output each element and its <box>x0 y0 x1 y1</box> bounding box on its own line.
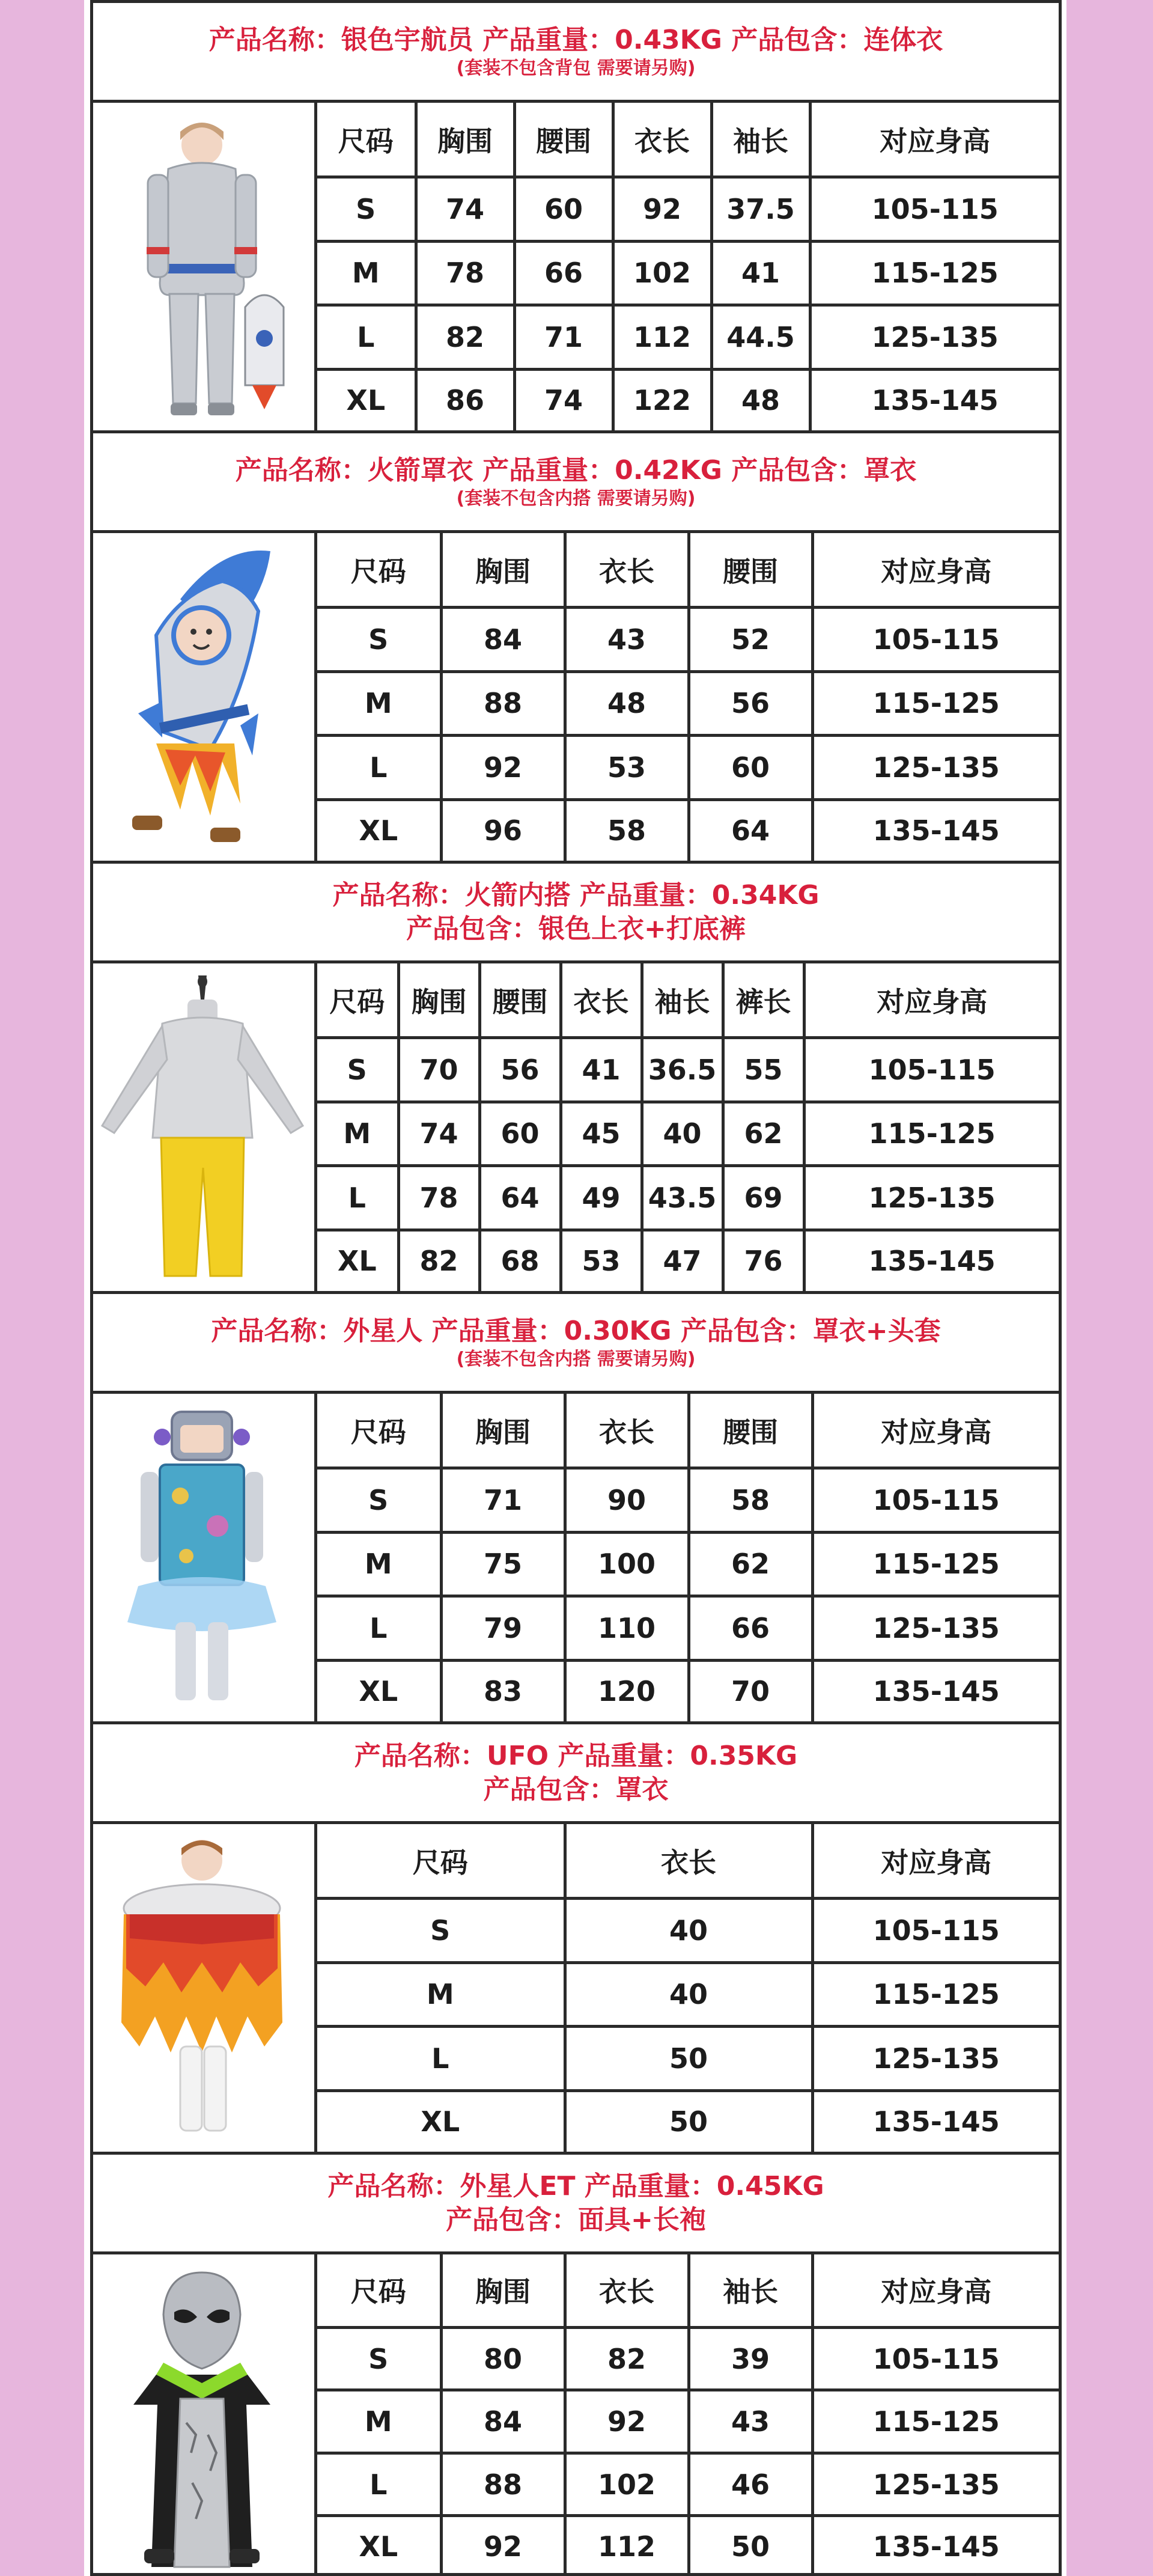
table-cell: 135-145 <box>812 1660 1059 1721</box>
product-6-header <box>90 2152 1062 2251</box>
table-cell: 125-135 <box>812 736 1059 799</box>
table-cell: XL <box>317 2516 441 2576</box>
table-cell: 92 <box>613 177 711 241</box>
table-cell: 48 <box>711 369 810 430</box>
product-2-section <box>90 530 1062 861</box>
table-cell: S <box>317 1038 398 1102</box>
table-cell: 50 <box>565 2027 812 2090</box>
header-cell: 胸围 <box>441 2254 565 2327</box>
header-cell: 对应身高 <box>812 2254 1059 2327</box>
table-cell: 62 <box>689 1532 812 1596</box>
table-cell: 70 <box>689 1660 812 1721</box>
table-cell: 125-135 <box>812 2453 1059 2516</box>
table-cell: 105-115 <box>812 1899 1059 1962</box>
table-cell: 78 <box>398 1166 479 1230</box>
header-cell: 尺码 <box>317 533 441 608</box>
size-table <box>317 2254 1059 2576</box>
rocket-costume-photo <box>90 533 317 861</box>
table-cell: 60 <box>689 736 812 799</box>
header-cell: 尺码 <box>317 2254 441 2327</box>
product-4-section <box>90 1391 1062 1721</box>
table-cell: 40 <box>565 1962 812 2026</box>
table-cell: 125-135 <box>810 305 1059 369</box>
table-cell: 43 <box>689 2390 812 2453</box>
table-header-row <box>317 963 1059 1038</box>
table-row <box>317 1166 1059 1230</box>
table-cell: 102 <box>565 2453 689 2516</box>
table-cell: 48 <box>565 671 689 735</box>
table-cell: S <box>317 2327 441 2390</box>
table-row <box>317 369 1059 430</box>
product-3-header <box>90 861 1062 960</box>
table-cell: 58 <box>565 799 689 861</box>
product-title: 产品名称：外星人ET 产品重量：0.45KG <box>327 2170 824 2202</box>
table-cell: 125-135 <box>812 2027 1059 2090</box>
table-cell: 96 <box>441 799 565 861</box>
table-row <box>317 1102 1059 1165</box>
table-cell: 44.5 <box>711 305 810 369</box>
product-title: 产品名称：火箭内搭 产品重量：0.34KG <box>332 879 820 911</box>
table-cell: 47 <box>642 1230 723 1291</box>
table-header-row <box>317 1394 1059 1468</box>
table-cell: 56 <box>689 671 812 735</box>
table-cell: 105-115 <box>812 608 1059 671</box>
table-cell: 115-125 <box>812 1962 1059 2026</box>
table-row <box>317 1660 1059 1721</box>
table-row <box>317 1596 1059 1660</box>
product-5-header <box>90 1721 1062 1821</box>
table-header-row <box>317 103 1059 177</box>
table-cell: 86 <box>416 369 514 430</box>
table-cell: 135-145 <box>810 369 1059 430</box>
table-cell: 69 <box>723 1166 804 1230</box>
table-cell: 66 <box>514 241 613 305</box>
left-pink-margin <box>0 0 84 2576</box>
table-cell: 78 <box>416 241 514 305</box>
table-row <box>317 1962 1059 2026</box>
table-cell: 76 <box>723 1230 804 1291</box>
table-row <box>317 2027 1059 2090</box>
header-cell: 衣长 <box>565 1394 689 1468</box>
table-cell: 70 <box>398 1038 479 1102</box>
header-cell: 胸围 <box>416 103 514 177</box>
table-cell: 110 <box>565 1596 689 1660</box>
table-cell: 74 <box>398 1102 479 1165</box>
table-cell: 84 <box>441 2390 565 2453</box>
table-cell: 50 <box>565 2090 812 2152</box>
header-cell: 对应身高 <box>812 1394 1059 1468</box>
table-row <box>317 2327 1059 2390</box>
product-1-section <box>90 100 1062 430</box>
table-cell: L <box>317 736 441 799</box>
table-cell: 102 <box>613 241 711 305</box>
size-table <box>317 963 1059 1291</box>
table-row <box>317 799 1059 861</box>
table-cell: 40 <box>565 1899 812 1962</box>
header-cell: 衣长 <box>565 2254 689 2327</box>
table-cell: 64 <box>479 1166 561 1230</box>
table-cell: 90 <box>565 1468 689 1532</box>
table-cell: XL <box>317 2090 565 2152</box>
table-cell: 43 <box>565 608 689 671</box>
header-cell: 尺码 <box>317 963 398 1038</box>
header-cell: 腰围 <box>689 533 812 608</box>
table-cell: 41 <box>711 241 810 305</box>
header-cell: 衣长 <box>565 533 689 608</box>
table-cell: 79 <box>441 1596 565 1660</box>
table-row <box>317 305 1059 369</box>
header-cell: 腰围 <box>514 103 613 177</box>
table-cell: 82 <box>416 305 514 369</box>
table-row <box>317 2390 1059 2453</box>
size-table <box>317 103 1059 430</box>
table-cell: 83 <box>441 1660 565 1721</box>
table-cell: 62 <box>723 1102 804 1165</box>
table-header-row <box>317 533 1059 608</box>
table-cell: 122 <box>613 369 711 430</box>
table-cell: L <box>317 1166 398 1230</box>
table-row <box>317 241 1059 305</box>
table-cell: M <box>317 1532 441 1596</box>
table-cell: 58 <box>689 1468 812 1532</box>
product-title: 产品名称：火箭罩衣 产品重量：0.42KG 产品包含：罩衣 <box>235 454 917 486</box>
table-cell: 125-135 <box>804 1166 1059 1230</box>
table-cell: 88 <box>441 671 565 735</box>
product-subtitle: 产品包含：罩衣 <box>483 1774 669 1805</box>
table-cell: 60 <box>514 177 613 241</box>
table-cell: 50 <box>689 2516 812 2576</box>
table-cell: 74 <box>514 369 613 430</box>
table-cell: 53 <box>565 736 689 799</box>
header-cell: 胸围 <box>441 533 565 608</box>
table-cell: L <box>317 2453 441 2516</box>
table-cell: 52 <box>689 608 812 671</box>
table-cell: 46 <box>689 2453 812 2516</box>
product-3-section <box>90 960 1062 1291</box>
product-6-section <box>90 2251 1062 2576</box>
table-cell: 115-125 <box>812 671 1059 735</box>
table-cell: 39 <box>689 2327 812 2390</box>
table-cell: 120 <box>565 1660 689 1721</box>
header-cell: 裤长 <box>723 963 804 1038</box>
header-cell: 腰围 <box>689 1394 812 1468</box>
table-cell: 105-115 <box>804 1038 1059 1102</box>
table-row <box>317 1230 1059 1291</box>
table-cell: 84 <box>441 608 565 671</box>
table-cell: 105-115 <box>812 2327 1059 2390</box>
header-cell: 尺码 <box>317 1394 441 1468</box>
table-cell: L <box>317 1596 441 1660</box>
table-cell: 68 <box>479 1230 561 1291</box>
table-cell: XL <box>317 1660 441 1721</box>
header-cell: 衣长 <box>613 103 711 177</box>
product-subtitle: 产品包含：银色上衣+打底裤 <box>406 913 746 944</box>
table-cell: 100 <box>565 1532 689 1596</box>
header-cell: 衣长 <box>565 1824 812 1899</box>
table-cell: 53 <box>561 1230 642 1291</box>
astronaut-costume-photo <box>90 103 317 430</box>
table-cell: 43.5 <box>642 1166 723 1230</box>
table-row <box>317 736 1059 799</box>
table-row <box>317 671 1059 735</box>
table-cell: S <box>317 1899 565 1962</box>
table-cell: 66 <box>689 1596 812 1660</box>
table-cell: L <box>317 305 416 369</box>
bottom-border <box>90 2573 1062 2576</box>
header-cell: 对应身高 <box>804 963 1059 1038</box>
table-row <box>317 177 1059 241</box>
header-cell: 尺码 <box>317 103 416 177</box>
table-cell: L <box>317 2027 565 2090</box>
table-cell: 80 <box>441 2327 565 2390</box>
table-row <box>317 2453 1059 2516</box>
header-cell: 腰围 <box>479 963 561 1038</box>
table-row <box>317 608 1059 671</box>
product-title: 产品名称：外星人 产品重量：0.30KG 产品包含：罩衣+头套 <box>211 1315 941 1346</box>
table-cell: M <box>317 241 416 305</box>
table-cell: 71 <box>441 1468 565 1532</box>
table-cell: 112 <box>613 305 711 369</box>
table-row <box>317 1038 1059 1102</box>
table-cell: 75 <box>441 1532 565 1596</box>
table-cell: 82 <box>565 2327 689 2390</box>
table-cell: 125-135 <box>812 1596 1059 1660</box>
right-pink-margin <box>1066 0 1153 2576</box>
table-row <box>317 1532 1059 1596</box>
header-cell: 胸围 <box>441 1394 565 1468</box>
table-cell: 55 <box>723 1038 804 1102</box>
table-cell: 115-125 <box>810 241 1059 305</box>
table-cell: 115-125 <box>804 1102 1059 1165</box>
table-cell: M <box>317 1102 398 1165</box>
alien-et-costume-photo <box>90 2254 317 2576</box>
table-cell: S <box>317 1468 441 1532</box>
size-table <box>317 533 1059 861</box>
table-cell: 82 <box>398 1230 479 1291</box>
product-2-header <box>90 430 1062 530</box>
product-4-header <box>90 1291 1062 1391</box>
product-5-section <box>90 1821 1062 2152</box>
table-cell: M <box>317 1962 565 2026</box>
product-title: 产品名称：银色宇航员 产品重量：0.43KG 产品包含：连体衣 <box>208 24 943 55</box>
table-cell: 135-145 <box>812 2090 1059 2152</box>
table-cell: 135-145 <box>804 1230 1059 1291</box>
table-cell: 37.5 <box>711 177 810 241</box>
header-cell: 衣长 <box>561 963 642 1038</box>
table-cell: 49 <box>561 1166 642 1230</box>
table-header-row <box>317 1824 1059 1899</box>
header-cell: 袖长 <box>642 963 723 1038</box>
table-cell: 135-145 <box>812 2516 1059 2576</box>
header-cell: 胸围 <box>398 963 479 1038</box>
alien-robot-costume-photo <box>90 1394 317 1721</box>
table-row <box>317 2516 1059 2576</box>
size-table <box>317 1394 1059 1721</box>
table-cell: 92 <box>565 2390 689 2453</box>
table-cell: 64 <box>689 799 812 861</box>
table-cell: 115-125 <box>812 1532 1059 1596</box>
table-cell: 71 <box>514 305 613 369</box>
table-row <box>317 2090 1059 2152</box>
table-cell: 41 <box>561 1038 642 1102</box>
header-cell: 袖长 <box>711 103 810 177</box>
table-cell: 135-145 <box>812 799 1059 861</box>
table-cell: XL <box>317 369 416 430</box>
table-cell: 92 <box>441 2516 565 2576</box>
ufo-costume-photo <box>90 1824 317 2152</box>
header-cell: 对应身高 <box>812 1824 1059 1899</box>
table-cell: M <box>317 671 441 735</box>
product-note: (套装不包含内搭 需要请另购) <box>456 1348 696 1370</box>
table-cell: 45 <box>561 1102 642 1165</box>
table-cell: S <box>317 608 441 671</box>
table-row <box>317 1899 1059 1962</box>
table-cell: 105-115 <box>812 1468 1059 1532</box>
product-note: (套装不包含内搭 需要请另购) <box>456 487 696 509</box>
rocket-inner-wear-photo <box>90 963 317 1291</box>
table-cell: 74 <box>416 177 514 241</box>
header-cell: 对应身高 <box>812 533 1059 608</box>
table-cell: S <box>317 177 416 241</box>
product-title: 产品名称：UFO 产品重量：0.35KG <box>354 1740 798 1771</box>
header-cell: 尺码 <box>317 1824 565 1899</box>
table-cell: XL <box>317 1230 398 1291</box>
header-cell: 对应身高 <box>810 103 1059 177</box>
table-cell: 105-115 <box>810 177 1059 241</box>
table-cell: 60 <box>479 1102 561 1165</box>
table-cell: 36.5 <box>642 1038 723 1102</box>
table-cell: M <box>317 2390 441 2453</box>
table-row <box>317 1468 1059 1532</box>
table-cell: 40 <box>642 1102 723 1165</box>
header-cell: 袖长 <box>689 2254 812 2327</box>
table-cell: 56 <box>479 1038 561 1102</box>
table-cell: XL <box>317 799 441 861</box>
product-note: (套装不包含背包 需要请另购) <box>456 57 696 79</box>
table-header-row <box>317 2254 1059 2327</box>
size-table <box>317 1824 1059 2152</box>
product-subtitle: 产品包含：面具+长袍 <box>446 2204 706 2235</box>
table-cell: 88 <box>441 2453 565 2516</box>
table-cell: 112 <box>565 2516 689 2576</box>
table-cell: 115-125 <box>812 2390 1059 2453</box>
table-cell: 92 <box>441 736 565 799</box>
product-1-header <box>90 0 1062 100</box>
